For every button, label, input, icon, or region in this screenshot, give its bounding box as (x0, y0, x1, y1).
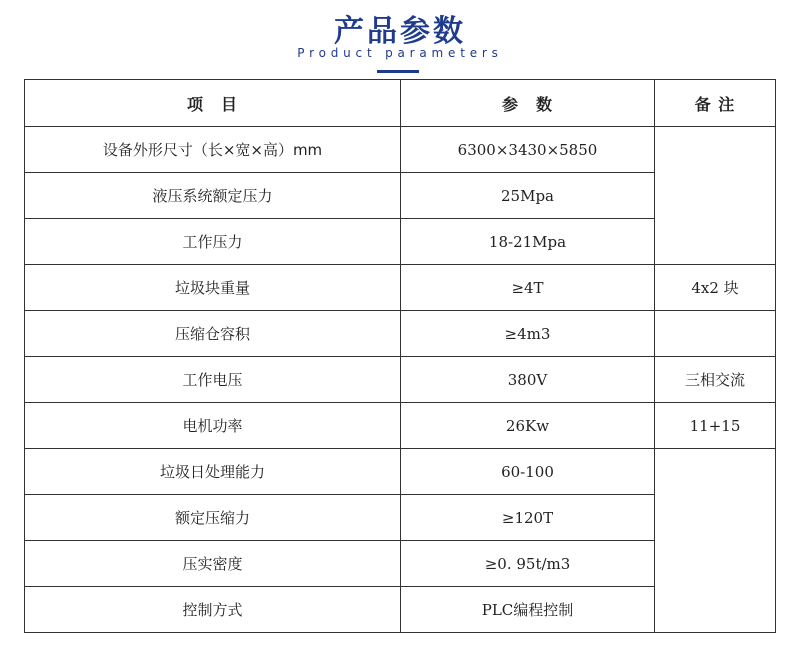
table-row (25, 265, 776, 311)
param-cell: ≥4T (401, 265, 655, 311)
note-cell: 4x2 块 (655, 265, 776, 311)
param-cell: PLC编程控制 (401, 587, 655, 633)
column-header-param: 参 数 (401, 80, 655, 127)
table-row (25, 357, 776, 403)
title-underline (377, 70, 419, 73)
param-cell: 380V (401, 357, 655, 403)
column-header-item: 项 目 (25, 80, 401, 127)
table-row (25, 311, 776, 357)
param-cell: 60-100 (401, 449, 655, 495)
table-row (25, 127, 776, 173)
item-cell: 设备外形尺寸（长×宽×高）mm (25, 127, 401, 173)
page-subtitle: Product parameters (297, 46, 503, 60)
item-cell: 控制方式 (25, 587, 401, 633)
item-cell: 电机功率 (25, 403, 401, 449)
item-cell: 垃圾块重量 (25, 265, 401, 311)
item-cell: 液压系统额定压力 (25, 173, 401, 219)
item-cell: 额定压缩力 (25, 495, 401, 541)
item-cell: 工作压力 (25, 219, 401, 265)
table-row (25, 449, 776, 495)
param-cell: ≥4m3 (401, 311, 655, 357)
note-cell: 三相交流 (655, 357, 776, 403)
param-cell: 25Mpa (401, 173, 655, 219)
item-cell: 垃圾日处理能力 (25, 449, 401, 495)
param-cell: 26Kw (401, 403, 655, 449)
param-cell: 6300×3430×5850 (401, 127, 655, 173)
product-parameters-table (24, 79, 776, 633)
page-title: 产品参数 (334, 14, 466, 49)
table-header-row (25, 80, 776, 127)
column-header-note: 备 注 (655, 80, 776, 127)
page-header (0, 0, 800, 80)
note-cell (655, 449, 776, 633)
note-cell: 11+15 (655, 403, 776, 449)
param-cell: 18-21Mpa (401, 219, 655, 265)
item-cell: 压缩仓容积 (25, 311, 401, 357)
note-cell (655, 311, 776, 357)
item-cell: 压实密度 (25, 541, 401, 587)
table-row (25, 403, 776, 449)
note-cell (655, 127, 776, 265)
param-cell: ≥120T (401, 495, 655, 541)
param-cell: ≥0. 95t/m3 (401, 541, 655, 587)
item-cell: 工作电压 (25, 357, 401, 403)
